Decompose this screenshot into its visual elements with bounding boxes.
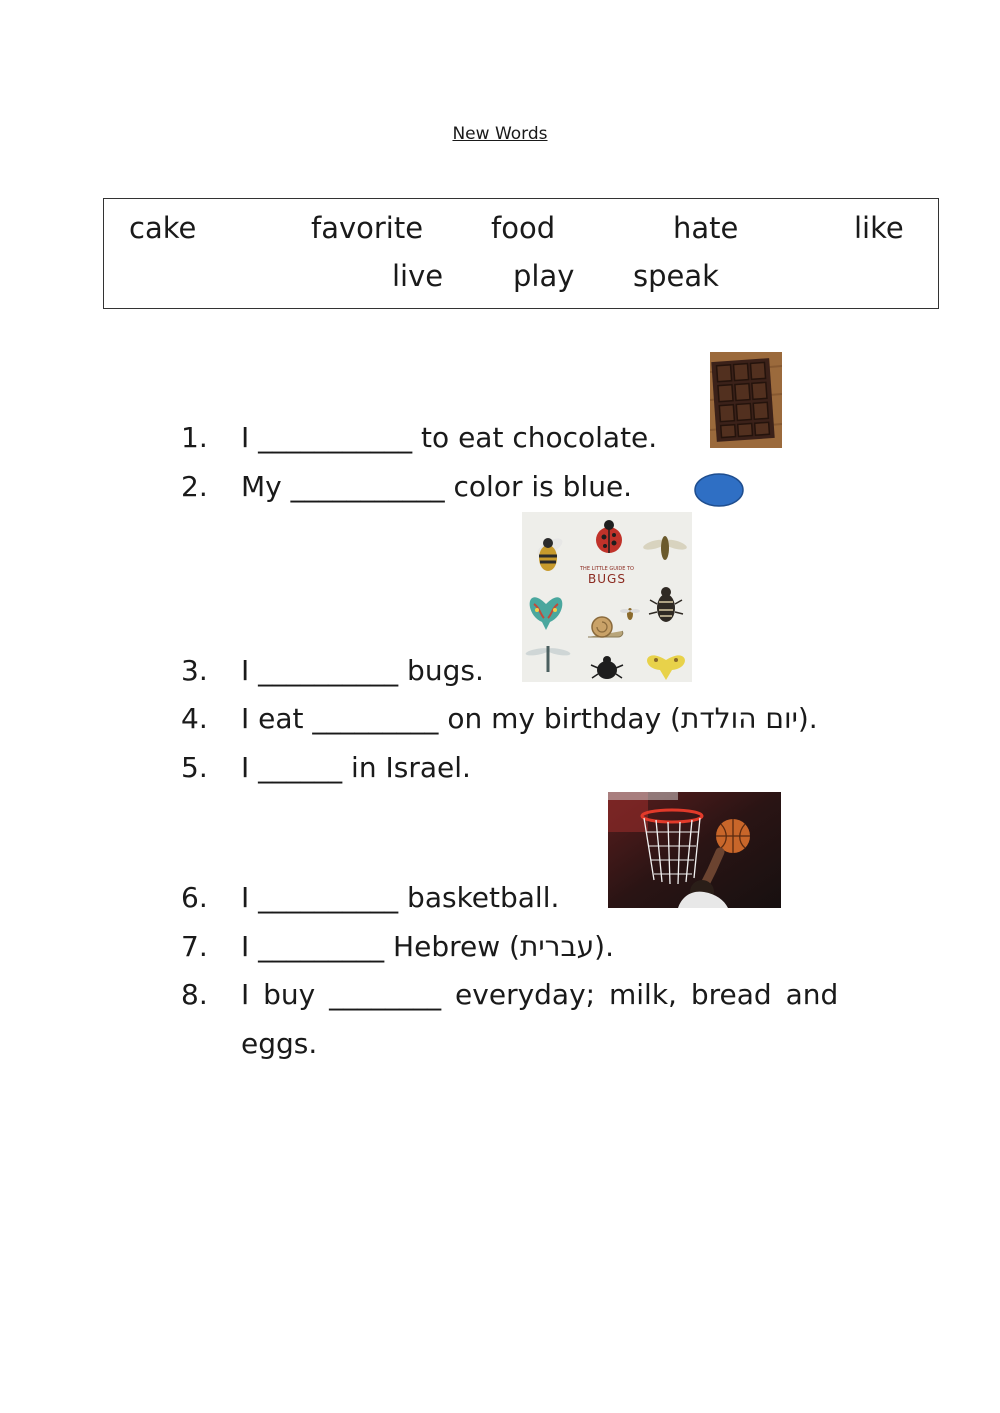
blue-oval-image (693, 472, 745, 508)
item-number: 5. (181, 751, 208, 784)
sentence: I buy ________ everyday; milk, bread and (241, 978, 839, 1011)
sentence: I __________ bugs. (241, 654, 484, 687)
word-bank-item: speak (633, 259, 719, 293)
word-bank-item: hate (673, 211, 739, 245)
item-number: 1. (181, 421, 208, 454)
item-number: 6. (181, 881, 208, 914)
word-bank-item: like (854, 211, 904, 245)
word-bank (103, 198, 939, 309)
sentence: I ______ in Israel. (241, 751, 471, 784)
word-bank-item: play (513, 259, 575, 293)
sentence: I __________ basketball. (241, 881, 560, 914)
word-bank-item: cake (129, 211, 197, 245)
word-bank-item: food (491, 211, 556, 245)
item-number: 7. (181, 930, 208, 963)
bugs-book-image (522, 512, 692, 682)
page-title: New Words (452, 124, 548, 144)
item-number: 8. (181, 978, 208, 1011)
item-number: 4. (181, 702, 208, 735)
basketball-image (608, 792, 781, 908)
sentence: I ___________ to eat chocolate. (241, 421, 658, 454)
book-cover-title: BUGS (588, 572, 626, 586)
word-bank-item: favorite (311, 211, 424, 245)
word-bank-item: live (392, 259, 444, 293)
sentence: I eat _________ on my birthday (יום הולדת). (241, 702, 818, 735)
sentence-continuation: eggs. (241, 1027, 318, 1060)
item-number: 2. (181, 470, 208, 503)
book-cover-subtitle: THE LITTLE GUIDE TO (580, 566, 634, 572)
chocolate-image (710, 352, 782, 448)
sentence: My ___________ color is blue. (241, 470, 633, 503)
item-number: 3. (181, 654, 208, 687)
sentence: I _________ Hebrew (עברית). (241, 930, 614, 963)
